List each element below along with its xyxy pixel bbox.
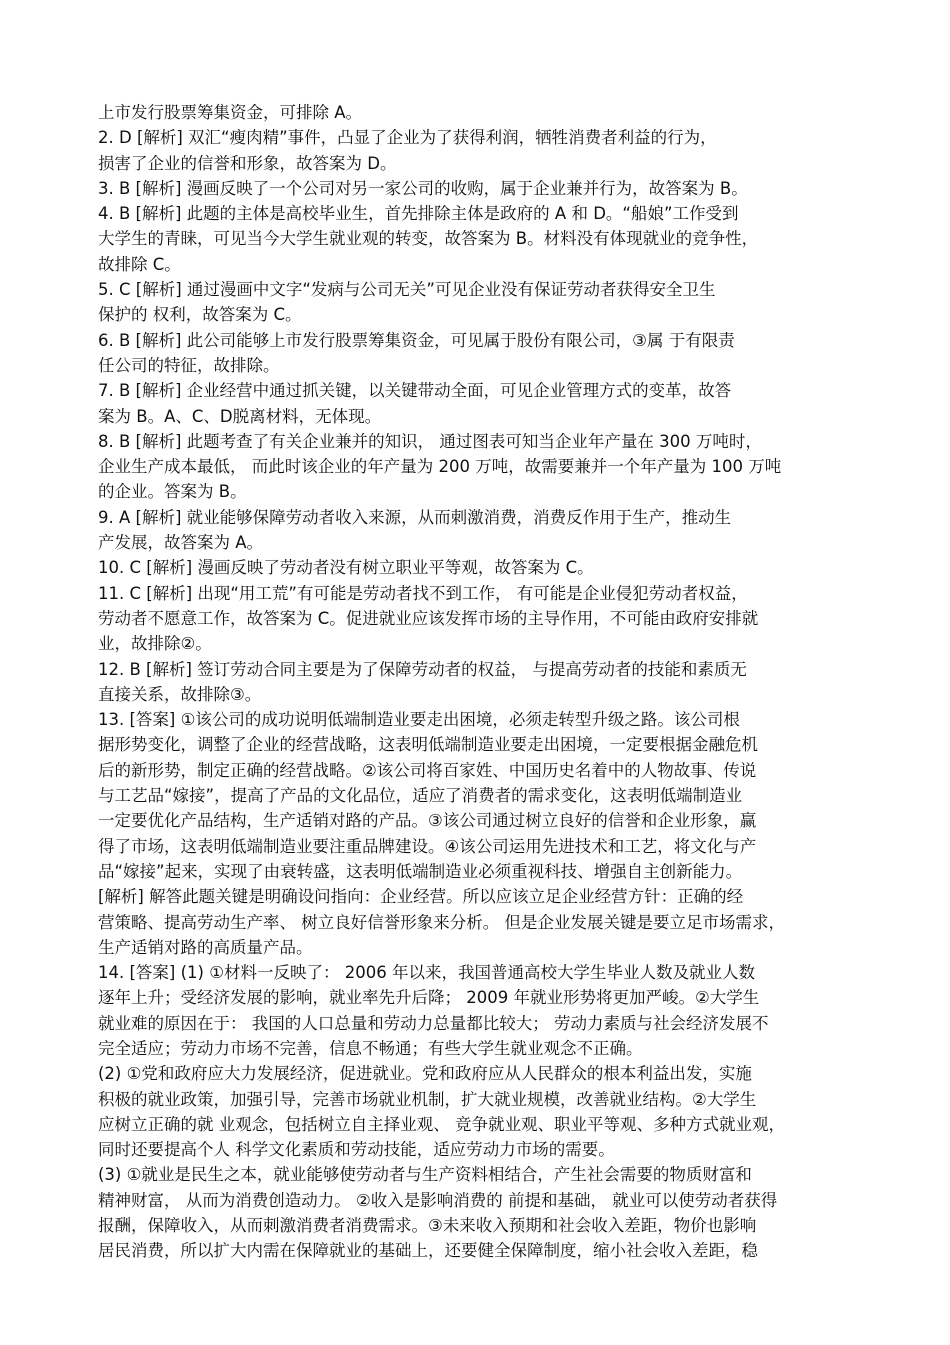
text-line: 9. A [解析] 就业能够保障劳动者收入来源，从而刺激消费，消费反作用于生产，推动生 xyxy=(98,507,732,527)
text-line: 3. B [解析] 漫画反映了一个公司对另一家公司的收购，属于企业兼并行为，故答案为 B。 xyxy=(98,178,748,198)
text-line: 11. C [解析] 出现“用工荒”有可能是劳动者找不到工作， 有可能是企业侵犯劳动者权益， xyxy=(98,583,748,603)
text-line: 积极的就业政策，加强引导，完善市场就业机制，扩大就业规模，改善就业结构。②大学生 xyxy=(98,1089,757,1109)
text-line: 精神财富， 从而为消费创造动力。 ②收入是影响消费的 前提和基础， 就业可以使劳动者获得 xyxy=(98,1190,778,1210)
text-line: 业，故排除②。 xyxy=(98,634,212,654)
text-line: 企业生产成本最低， 而此时该企业的年产量为 200 万吨，故需要兼并一个年产量为 100 万吨 xyxy=(98,457,782,477)
text-line: 14. [答案] (1) ①材料一反映了： 2006 年以来，我国普通高校大学生毕业人数及就业人数 xyxy=(98,963,755,983)
text-line: 产发展，故答案为 A。 xyxy=(98,533,264,553)
text-line: 就业难的原因在于： 我国的人口总量和劳动力总量都比较大； 劳动力素质与社会经济发展不 xyxy=(98,1013,769,1033)
text-line: 同时还要提高个人 科学文化素质和劳动技能，适应劳动力市场的需要。 xyxy=(98,1140,615,1160)
text-line: 6. B [解析] 此公司能够上市发行股票筹集资金，可见属于股份有限公司，③属 于有限责 xyxy=(98,330,735,350)
text-line: 8. B [解析] 此题考查了有关企业兼并的知识， 通过图表可知当企业年产量在 300 万吨时， xyxy=(98,431,762,451)
text-line: 13. [答案] ①该公司的成功说明低端制造业要走出困境，必须走转型升级之路。该公司根 xyxy=(98,710,740,730)
text-line: 12. B [解析] 签订劳动合同主要是为了保障劳动者的权益， 与提高劳动者的技能和素质无 xyxy=(98,659,747,679)
text-line: 上市发行股票筹集资金，可排除 A。 xyxy=(98,103,363,122)
text-line: 应树立正确的就 业观念，包括树立自主择业观、 竞争就业观、职业平等观、多种方式就业观， xyxy=(98,1114,785,1134)
text-line: 10. C [解析] 漫画反映了劳动者没有树立职业平等观，故答案为 C。 xyxy=(98,558,594,578)
text-line: 品“嫁接”起来，实现了由衰转盛，这表明低端制造业必须重视科技、增强自主创新能力。 xyxy=(98,861,743,881)
text-line: 故排除 C。 xyxy=(98,254,181,274)
text-line: 营策略、提高劳动生产率、 树立良好信誉形象来分析。 但是企业发展关键是要立足市场需求， xyxy=(98,912,785,932)
text-line: 后的新形势，制定正确的经营战略。②该公司将百家姓、中国历史名着中的人物故事、传说 xyxy=(98,760,757,780)
text-line: 直接关系，故排除③。 xyxy=(98,684,262,704)
text-line: 生产适销对路的高质量产品。 xyxy=(98,937,313,957)
text-line: (3) ①就业是民生之本，就业能够使劳动者与生产资料相结合，产生社会需要的物质财富和 xyxy=(98,1165,752,1185)
text-line: 损害了企业的信誉和形象，故答案为 D。 xyxy=(98,153,397,173)
text-line: 完全适应；劳动力市场不完善，信息不畅通；有些大学生就业观念不正确。 xyxy=(98,1038,643,1058)
document-body xyxy=(98,100,868,1264)
text-line: 任公司的特征，故排除。 xyxy=(98,355,280,375)
text-line: 一定要优化产品结构，生产适销对路的产品。③该公司通过树立良好的信誉和企业形象，赢 xyxy=(98,811,757,831)
text-line: 报酬，保障收入，从而刺激消费者消费需求。③未来收入预期和社会收入差距，物价也影响 xyxy=(98,1216,757,1236)
text-line: 得了市场，这表明低端制造业要注重品牌建设。④该公司运用先进技术和工艺，将文化与产 xyxy=(98,836,757,856)
text-line: 2. D [解析] 双汇“瘦肉精”事件，凸显了企业为了获得利润，牺牲消费者利益的行为， xyxy=(98,128,717,148)
text-line: 案为 B。A、C、D脱离材料，无体现。 xyxy=(98,406,382,426)
text-line: 保护的 权利，故答案为 C。 xyxy=(98,305,302,325)
text-line: 5. C [解析] 通过漫画中文字“发病与公司无关”可见企业没有保证劳动者获得安全卫生 xyxy=(98,280,716,300)
text-line: 大学生的青睐，可见当今大学生就业观的转变，故答案为 B。材料没有体现就业的竞争性， xyxy=(98,229,759,249)
text-line: 的企业。答案为 B。 xyxy=(98,482,247,502)
text-line: 劳动者不愿意工作，故答案为 C。促进就业应该发挥市场的主导作用，不可能由政府安排就 xyxy=(98,608,759,628)
text-line: (2) ①党和政府应大力发展经济，促进就业。党和政府应从人民群众的根本利益出发，实施 xyxy=(98,1064,752,1084)
text-line: [解析] 解答此题关键是明确设问指向：企业经营。所以应该立足企业经营方针：正确的经 xyxy=(98,887,744,907)
text-line: 4. B [解析] 此题的主体是高校毕业生，首先排除主体是政府的 A 和 D。“船娘”工作受到 xyxy=(98,204,739,224)
text-line: 与工艺品“嫁接”，提高了产品的文化品位，适应了消费者的需求变化，这表明低端制造业 xyxy=(98,786,743,806)
text-line: 7. B [解析] 企业经营中通过抓关键，以关键带动全面，可见企业管理方式的变革，故答 xyxy=(98,381,732,401)
text-line: 据形势变化，调整了企业的经营战略，这表明低端制造业要走出困境，一定要根据金融危机 xyxy=(98,735,758,755)
text-line: 逐年上升；受经济发展的影响，就业率先升后降； 2009 年就业形势将更加严峻。②大学生 xyxy=(98,988,760,1008)
text-line: 居民消费，所以扩大内需在保障就业的基础上，还要健全保障制度，缩小社会收入差距，稳 xyxy=(98,1241,758,1261)
